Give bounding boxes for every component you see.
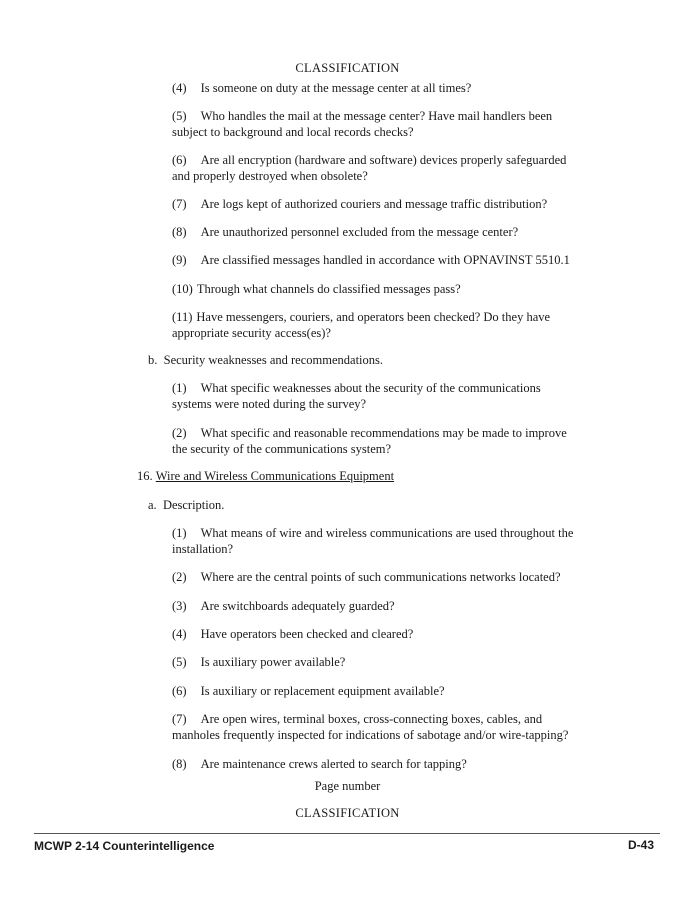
- section-text: Security weaknesses and recommendations.: [163, 353, 384, 367]
- item-number: (9): [172, 253, 187, 267]
- question-6-continued: and properly destroyed when obsolete?: [172, 169, 368, 183]
- item-text: Are unauthorized personnel excluded from the message center?: [200, 225, 519, 239]
- question-11: [172, 309, 550, 325]
- item-text: Are logs kept of authorized couriers and message traffic distribution?: [200, 197, 548, 211]
- wire-question-2: [172, 569, 561, 585]
- item-text: Are switchboards adequately guarded?: [200, 599, 395, 613]
- question-10: [172, 281, 461, 297]
- section-a-heading: [148, 497, 224, 513]
- item-text: Are maintenance crews alerted to search for tapping?: [200, 757, 467, 771]
- item-number: (8): [172, 225, 187, 239]
- page-label: D-43: [627, 838, 654, 852]
- question-6: [172, 152, 566, 168]
- question-8: [172, 224, 518, 240]
- item-text: Are classified messages handled in accordance with OPNAVINST 5510.1: [200, 253, 570, 267]
- item-text: Is someone on duty at the message center at all times?: [200, 81, 472, 95]
- item-text: What specific weaknesses about the security of the communications: [200, 381, 541, 395]
- item-text: Through what channels do classified messages pass?: [196, 282, 461, 296]
- section-b-heading: [148, 352, 383, 368]
- wire-question-6: [172, 683, 445, 699]
- section-title: Wire and Wireless Communications Equipment: [155, 469, 395, 483]
- publication-title: MCWP 2-14 Counterintelligence: [34, 839, 215, 853]
- question-5-continued: subject to background and local records checks?: [172, 125, 414, 139]
- item-text: Have messengers, couriers, and operators been checked? Do they have: [196, 310, 551, 324]
- item-number: (11): [172, 310, 193, 324]
- footer-divider: [34, 833, 660, 834]
- section-16-heading: [137, 468, 394, 484]
- item-number: (2): [172, 426, 187, 440]
- item-number: (5): [172, 109, 187, 123]
- question-4: [172, 80, 471, 96]
- weakness-question-2-continued: the security of the communications system?: [172, 442, 392, 456]
- wire-question-7: [172, 711, 542, 727]
- wire-question-8: [172, 756, 467, 772]
- question-7: [172, 196, 547, 212]
- wire-question-3: [172, 598, 395, 614]
- page-number-placeholder: Page number: [314, 779, 381, 793]
- item-text: What means of wire and wireless communications are used throughout the: [200, 526, 574, 540]
- item-text: Where are the central points of such communications networks located?: [200, 570, 561, 584]
- item-number: (4): [172, 627, 187, 641]
- section-text: Description.: [162, 498, 225, 512]
- section-number: 16.: [137, 469, 153, 483]
- item-text: Are all encryption (hardware and software) devices properly safeguarded: [200, 153, 567, 167]
- wire-question-1-continued: installation?: [172, 542, 234, 556]
- question-11-continued: appropriate security access(es)?: [172, 326, 331, 340]
- item-number: (1): [172, 526, 187, 540]
- item-number: (6): [172, 153, 187, 167]
- item-text: Have operators been checked and cleared?: [200, 627, 414, 641]
- item-number: (10): [172, 282, 193, 296]
- wire-question-1: [172, 525, 573, 541]
- classification-header: CLASSIFICATION: [295, 61, 400, 75]
- wire-question-4: [172, 626, 413, 642]
- classification-footer: CLASSIFICATION: [295, 806, 400, 820]
- weakness-question-2: [172, 425, 567, 441]
- item-number: (4): [172, 81, 187, 95]
- wire-question-5: [172, 654, 345, 670]
- item-number: (2): [172, 570, 187, 584]
- section-label: b.: [148, 353, 158, 367]
- item-number: (7): [172, 712, 187, 726]
- item-number: (3): [172, 599, 187, 613]
- item-number: (5): [172, 655, 187, 669]
- item-text: Is auxiliary power available?: [200, 655, 346, 669]
- item-text: What specific and reasonable recommendations may be made to improve: [200, 426, 567, 440]
- item-number: (7): [172, 197, 187, 211]
- item-number: (6): [172, 684, 187, 698]
- item-text: Are open wires, terminal boxes, cross-connecting boxes, cables, and: [200, 712, 543, 726]
- weakness-question-1: [172, 380, 541, 396]
- section-label: a.: [148, 498, 157, 512]
- question-9: [172, 252, 570, 268]
- item-number: (1): [172, 381, 187, 395]
- item-text: Is auxiliary or replacement equipment available?: [200, 684, 445, 698]
- weakness-question-1-continued: systems were noted during the survey?: [172, 397, 367, 411]
- item-number: (8): [172, 757, 187, 771]
- question-5: [172, 108, 552, 124]
- wire-question-7-continued: manholes frequently inspected for indications of sabotage and/or wire-tapping?: [172, 728, 569, 742]
- item-text: Who handles the mail at the message center? Have mail handlers been: [200, 109, 553, 123]
